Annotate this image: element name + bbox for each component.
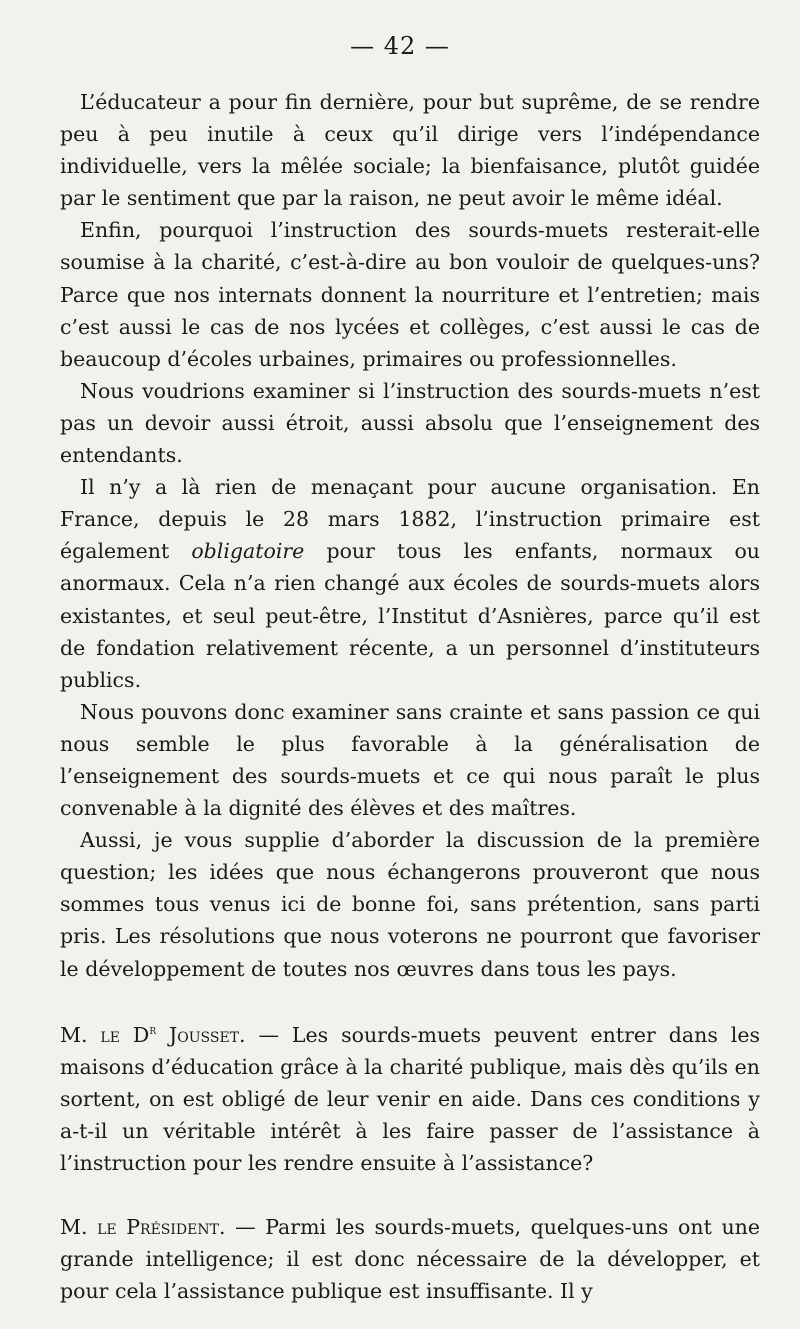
speaker-president: M. le Président.	[60, 1215, 226, 1240]
section-gap	[60, 985, 760, 1019]
dialogue-president-text: — Parmi les sourds-muets, quelques-uns ont une grande intelligence; il est donc nécessaire de la développer, et pour cela l’assistance publique est insuffisante. Il y	[60, 1215, 760, 1304]
paragraph-6: Aussi, je vous supplie d’aborder la discussion de la première question; les idées que nous échangerons prouveront que nous sommes tous venus ici de bonne foi, sans prétention, sans parti pris. Les résolutions que nous voterons ne pourront que favoriser le développement de toutes nos œuvres dans tous les pays.	[60, 828, 760, 981]
speaker-jousset-prefix: M. le D	[60, 1022, 150, 1047]
dialogue-jousset	[60, 1019, 760, 1179]
paragraph-4	[60, 471, 760, 696]
paragraph-1: L’éducateur a pour fin dernière, pour but suprême, de se rendre peu à peu inutile à ceux qu’il dirige vers l’indépendance individuelle, vers la mêlée sociale; la bienfaisance, plutôt guidée par le sentiment que par la raison, ne peut avoir le même idéal.	[60, 90, 760, 211]
paragraph-4-before: Il n’y a là rien de menaçant pour aucune organisation. En France, depuis le 28 mars 1882, l’instruction primaire est également	[60, 475, 760, 564]
paragraph-4-after: pour tous les enfants, normaux ou anormaux. Cela n’a rien changé aux écoles de sourds-muets alors existantes, et seul peut-être, l’Institut d’Asnières, parce qu’il est de fondation relativement récente, a un personnel d’instituteurs publics.	[60, 539, 760, 692]
paragraph-3: Nous voudrions examiner si l’instruction des sourds-muets n’est pas un devoir aussi étroit, aussi absolu que l’enseignement des entendants.	[60, 378, 760, 468]
page-number: — 42 —	[350, 32, 450, 60]
dialogue-jousset-text: — Les sourds-muets peuvent entrer dans les maisons d’éducation grâce à la charité publique, mais dès qu’ils en sortent, on est obligé de leur venir en aide. Dans ces conditions y a-t-il un véritable intérêt à les faire passer de l’assistance à l’instruction pour les rendre ensuite à l’assistance?	[60, 1022, 760, 1175]
emphasis-obligatoire: obligatoire	[191, 539, 305, 564]
body-text	[60, 86, 760, 1307]
speaker-jousset-sup: r	[149, 1022, 157, 1037]
paragraph-5: Nous pouvons donc examiner sans crainte et sans passion ce qui nous semble le plus favorable à la généralisation de l’enseignement des sourds-muets et ce qui nous paraît le plus convenable à la dignité des élèves et des maîtres.	[60, 699, 760, 821]
dialogue-president	[60, 1211, 760, 1307]
section-gap-2	[60, 1179, 760, 1211]
paragraph-2: Enfin, pourquoi l’instruction des sourds-muets resterait-elle soumise à la charité, c’est-à-dire au bon vouloir de quelques-uns? Parce que nos internats donnent la nourriture et l’entretien; mais c’est aussi le cas de nos lycées et collèges, c’est aussi le cas de beaucoup d’écoles urbaines, primaires ou professionnelles.	[60, 218, 760, 371]
speaker-jousset	[60, 1023, 246, 1047]
speaker-jousset-suffix: Jousset.	[156, 1022, 246, 1047]
